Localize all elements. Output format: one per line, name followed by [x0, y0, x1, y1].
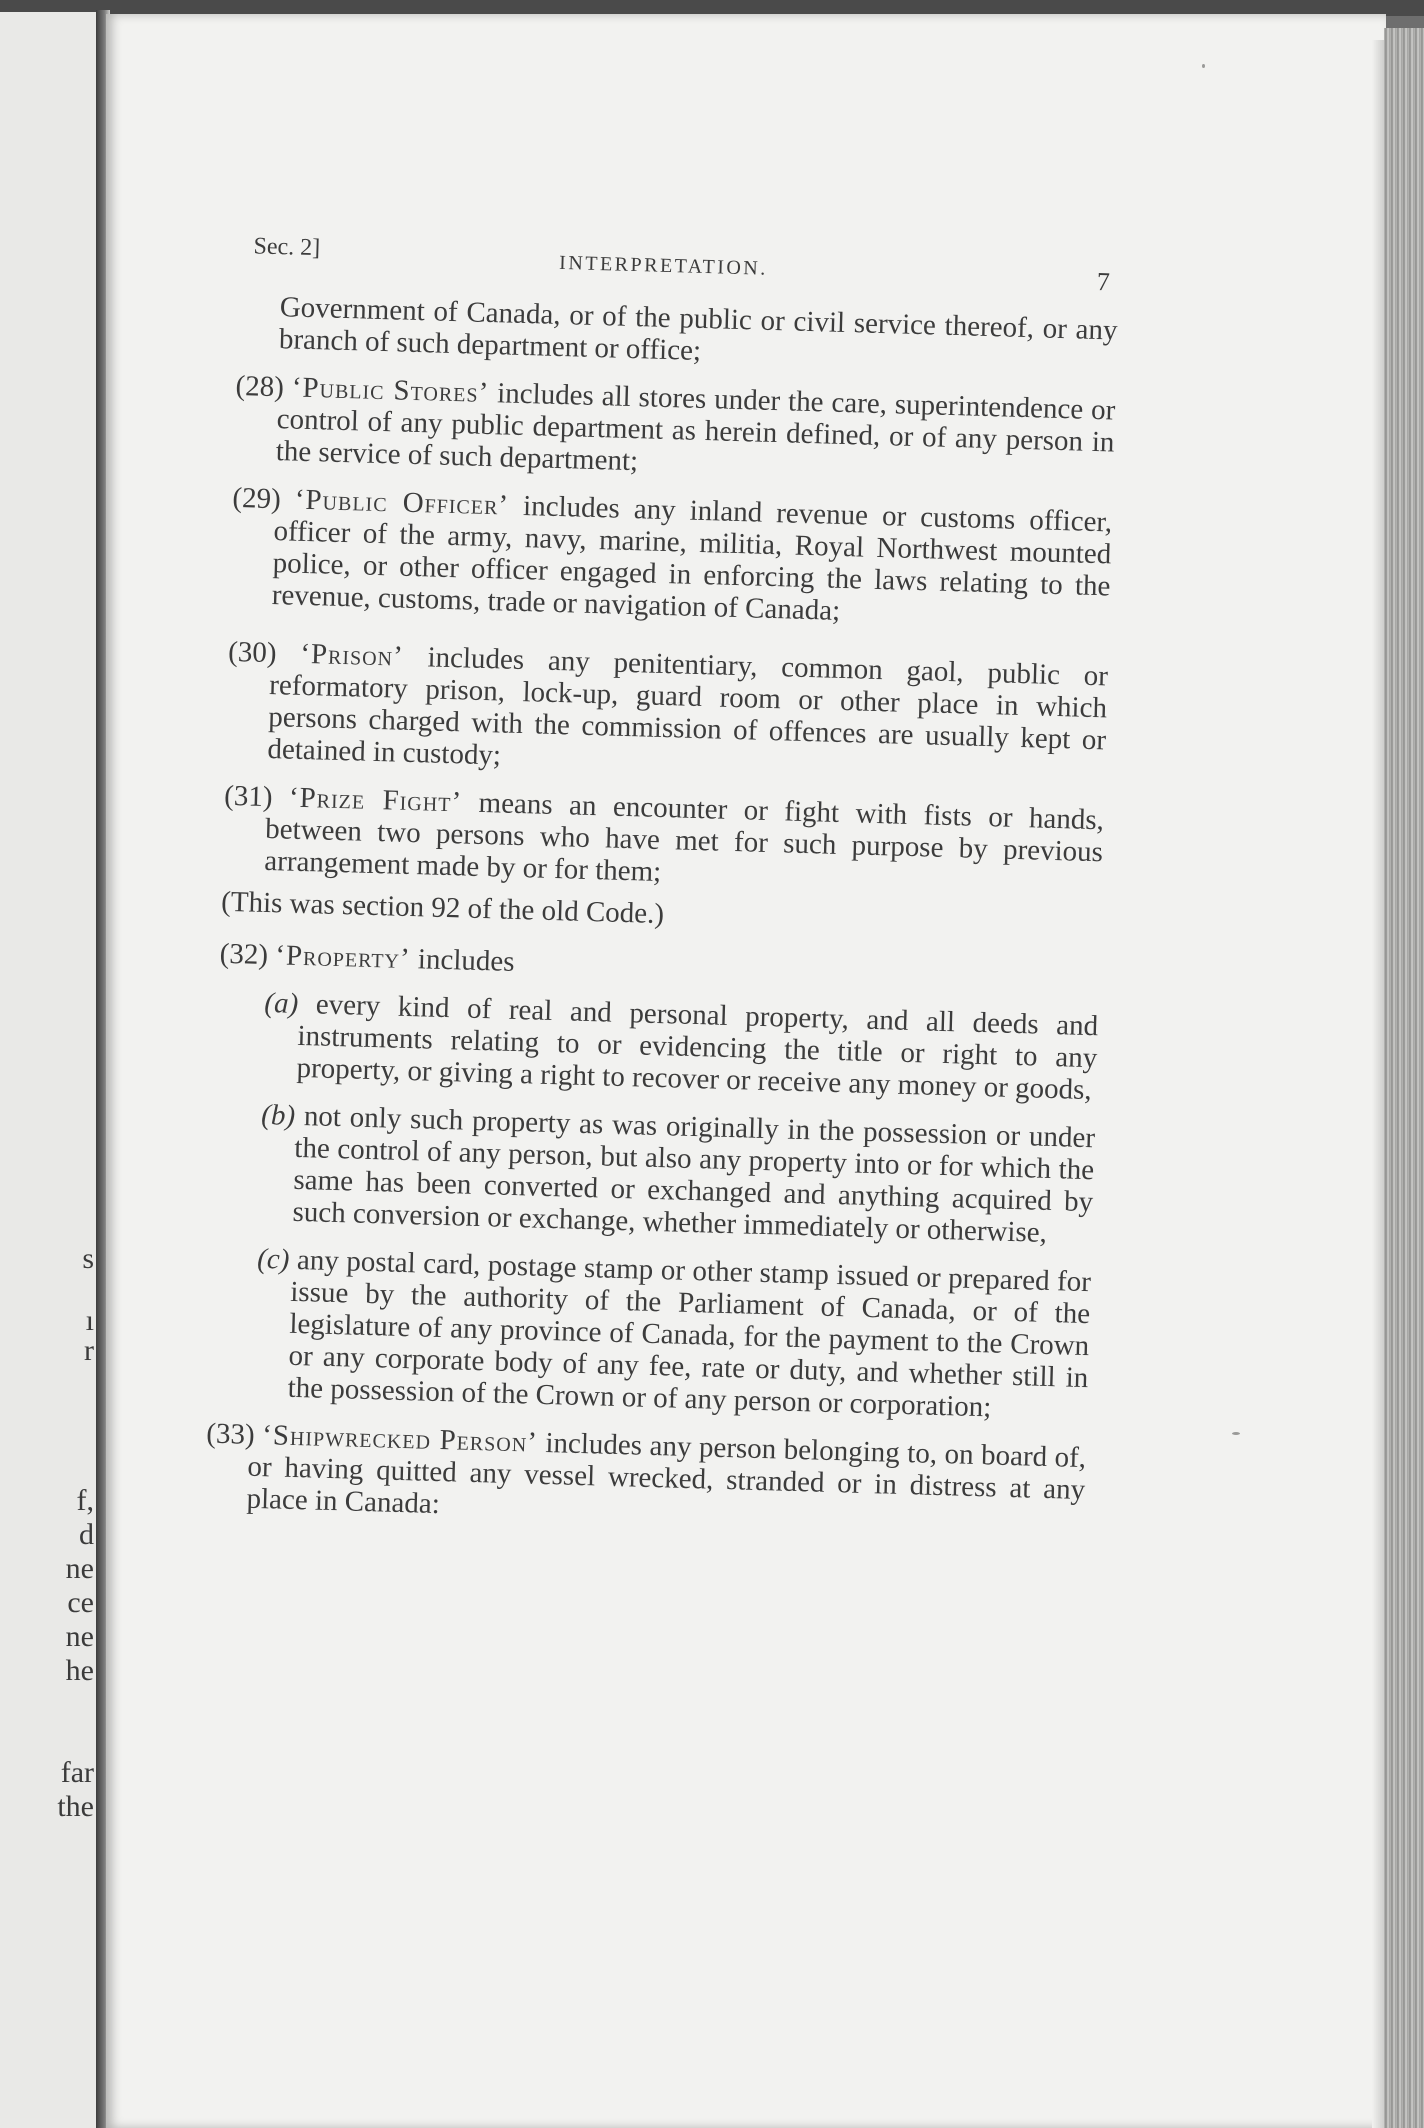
definition-text: means an encounter or fight with fists or hands, between two persons who have met for such purpose by previous arrangement made by or for them;: [263, 786, 1105, 889]
defined-term: ‘Prison’: [299, 637, 405, 673]
facing-page-fragment: he: [65, 1654, 94, 1687]
page-content: [204, 230, 1120, 1554]
facing-page-fragment: ne: [65, 1552, 94, 1585]
defined-term: ‘Public Stores’: [291, 371, 490, 410]
definition-text: includes any penitentiary, common gaol, public or reformatory prison, lock-up, guard room or other place in which persons charged with the commission of offences are usually kept or detained in custody;: [267, 641, 1109, 772]
defined-term: ‘Public Officer’: [294, 483, 510, 522]
facing-page-fragment: f,: [76, 1484, 94, 1517]
facing-page-fragment: the: [57, 1790, 94, 1823]
subparagraph-text: any postal card, postage stamp or other stamp issued or prepared for issue by the authority of the Parliament of Canada, or of the legislature of any province of Canada, for the payment to the Crown or any corporate body of any fee, rate or duty, and whether still in the possession of the Crown or of any person or corporation;: [287, 1243, 1092, 1424]
paragraph-text: Government of Canada, or of the public or civil service thereof, or any branch of such department or office;: [278, 291, 1118, 367]
definition-text: includes: [417, 943, 515, 978]
subparagraph-b: [258, 1099, 1095, 1250]
definition-text: includes any person belonging to, on board of, or having quitted any vessel wrecked, stranded or in distress at any place in Canada:: [246, 1427, 1087, 1521]
definition-number: (29): [232, 481, 282, 516]
facing-page: [0, 12, 98, 2128]
running-title: INTERPRETATION.: [558, 251, 769, 280]
definition-33: [204, 1418, 1086, 1539]
subparagraph-c: [253, 1243, 1091, 1426]
facing-page-fragment: far: [60, 1756, 94, 1789]
defined-term: ‘Prize Fight’: [288, 781, 463, 819]
facing-page-fragment: ne: [65, 1620, 94, 1653]
facing-page-fragment: ı: [85, 1304, 94, 1337]
definition-number: (28): [235, 369, 285, 404]
definition-number: (32): [219, 937, 269, 972]
definition-text: includes all stores under the care, superintendence or control of any public department as herein defined, or of any person in the service of such department;: [275, 377, 1116, 478]
definition-number: (33): [205, 1417, 256, 1451]
definition-number: (30): [227, 635, 277, 670]
facing-page-fragment: ce: [67, 1586, 94, 1619]
section-ref: Sec. 2]: [253, 233, 321, 262]
subparagraph-label: (c): [256, 1242, 290, 1276]
facing-page-fragment: r: [84, 1334, 94, 1367]
definition-30: [225, 636, 1108, 789]
subparagraph-text: not only such property as was originally in the possession or under the control of any person, but also any property into or for which the same has been converted or exchanged and anything acquired by such conversion or exchange, whether immediately or otherwise,: [292, 1100, 1096, 1249]
subparagraph-text: every kind of real and personal property, and all deeds and instruments relating to or evidencing the title or right to any property, or giving a right to recover or receive any money or goods,: [296, 988, 1099, 1107]
definition-text: includes any inland revenue or customs officer, officer of the army, navy, marine, militia, Royal Northwest mounted police, or other officer engaged in enforcing the laws relating to the revenue, customs, trade or navigation of Canada;: [271, 490, 1113, 627]
paper-speck: [1202, 64, 1205, 68]
facing-page-fragment: s: [82, 1242, 94, 1275]
page-number: 7: [1096, 266, 1111, 297]
page-stack-edge: [1384, 28, 1424, 2128]
subparagraph-a: [262, 987, 1098, 1106]
facing-page-fragment: d: [79, 1518, 94, 1551]
defined-term: ‘Property’: [274, 939, 412, 976]
definition-31: [222, 780, 1104, 901]
definition-29: [229, 482, 1112, 635]
defined-term: ‘Shipwrecked Person’: [261, 1419, 539, 1459]
definition-28: [233, 370, 1115, 491]
section-note: (This was section 92 of the old Code.): [220, 885, 665, 931]
definition-number: (31): [223, 779, 273, 814]
subparagraph-label: (b): [260, 1098, 296, 1132]
paper-speck: [1232, 1432, 1240, 1435]
subparagraph-label: (a): [263, 986, 299, 1020]
definition-32: [219, 938, 1100, 995]
